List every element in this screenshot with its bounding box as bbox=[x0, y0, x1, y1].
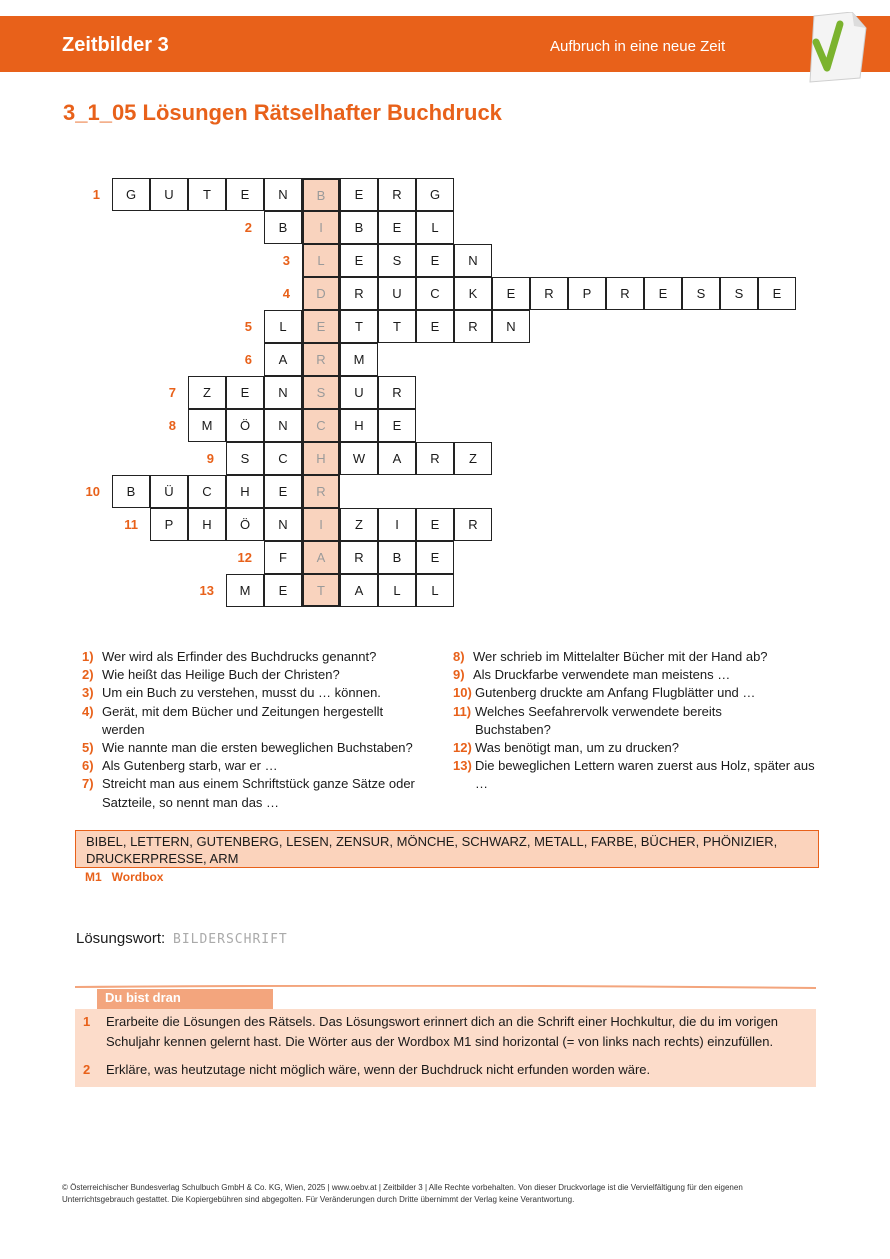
crossword-cell: R bbox=[454, 508, 492, 541]
crossword-number: 11 bbox=[124, 517, 138, 532]
crossword-cell: C bbox=[416, 277, 454, 310]
crossword-cell: E bbox=[378, 409, 416, 442]
crossword-number: 4 bbox=[282, 286, 290, 301]
wordbox-text: BIBEL, LETTERN, GUTENBERG, LESEN, ZENSUR, MÖNCHE, SCHWARZ, METALL, FARBE, BÜCHER, PHÖNIZIER, DRUCKERPRESSE, ARM bbox=[86, 834, 778, 866]
question-item: 12) Was benötigt man, um zu drucken? bbox=[453, 740, 680, 756]
crossword-solution-cell: I bbox=[302, 508, 340, 541]
crossword-solution-cell: C bbox=[302, 409, 340, 442]
question-item: 7) Streicht man aus einem Schriftstück ganze Sätze oder Satzteile, so nennt man das … bbox=[82, 776, 415, 810]
crossword-cell: R bbox=[606, 277, 644, 310]
crossword-cell: E bbox=[340, 178, 378, 211]
crossword-cell: A bbox=[264, 343, 302, 376]
crossword-cell: R bbox=[416, 442, 454, 475]
question-item: 10) Gutenberg druckte am Anfang Flugblätter und … bbox=[453, 685, 756, 701]
page-title: 3_1_05 Lösungen Rätselhafter Buchdruck bbox=[63, 100, 502, 125]
crossword-cell: R bbox=[340, 541, 378, 574]
crossword-number: 2 bbox=[244, 220, 252, 235]
crossword-number: 6 bbox=[244, 352, 252, 367]
crossword-cell: E bbox=[416, 244, 454, 277]
brand-title: Zeitbilder 3 bbox=[62, 34, 169, 56]
crossword-cell: N bbox=[264, 409, 302, 442]
crossword-cell: R bbox=[378, 178, 416, 211]
crossword-number: 7 bbox=[168, 385, 176, 400]
crossword-cell: S bbox=[378, 244, 416, 277]
crossword-number: 10 bbox=[85, 484, 100, 499]
crossword-solution-cell: T bbox=[302, 574, 340, 607]
crossword-cell: N bbox=[264, 508, 302, 541]
crossword-number: 13 bbox=[199, 583, 214, 598]
crossword-cell: M bbox=[188, 409, 226, 442]
crossword-solution-cell: A bbox=[302, 541, 340, 574]
crossword-cell: K bbox=[454, 277, 492, 310]
question-item: 6) Als Gutenberg starb, war er … bbox=[82, 758, 278, 774]
crossword-cell: E bbox=[416, 310, 454, 343]
crossword-solution-cell: I bbox=[302, 211, 340, 244]
crossword-cell: Z bbox=[340, 508, 378, 541]
crossword-cell: B bbox=[112, 475, 150, 508]
crossword-cell: W bbox=[340, 442, 378, 475]
crossword-solution-cell: E bbox=[302, 310, 340, 343]
crossword-cell: E bbox=[226, 178, 264, 211]
crossword-solution-cell: D bbox=[302, 277, 340, 310]
crossword-solution-cell: S bbox=[302, 376, 340, 409]
crossword-cell: E bbox=[644, 277, 682, 310]
crossword-number: 5 bbox=[244, 319, 252, 334]
questions-left bbox=[82, 648, 442, 812]
crossword-cell: H bbox=[340, 409, 378, 442]
crossword-cell: N bbox=[492, 310, 530, 343]
crossword-cell: E bbox=[758, 277, 796, 310]
crossword-cell: H bbox=[226, 475, 264, 508]
crossword-cell: L bbox=[378, 574, 416, 607]
crossword-cell: E bbox=[492, 277, 530, 310]
crossword-cell: E bbox=[264, 475, 302, 508]
crossword-cell: E bbox=[378, 211, 416, 244]
crossword-cell: E bbox=[416, 508, 454, 541]
crossword-cell: S bbox=[720, 277, 758, 310]
crossword-cell: N bbox=[454, 244, 492, 277]
question-item: 11) Welches Seefahrervolk verwendete bereits Buchstaben? bbox=[453, 703, 722, 737]
crossword-cell: M bbox=[340, 343, 378, 376]
wordbox bbox=[75, 830, 819, 868]
crossword-cell: B bbox=[340, 211, 378, 244]
crossword-cell: E bbox=[340, 244, 378, 277]
crossword-cell: C bbox=[188, 475, 226, 508]
crossword-solution-cell: B bbox=[302, 178, 340, 211]
crossword-cell: P bbox=[568, 277, 606, 310]
wordbox-label: M1 Wordbox bbox=[85, 870, 164, 884]
crossword-cell: U bbox=[340, 376, 378, 409]
question-item: 9) Als Druckfarbe verwendete man meistens … bbox=[453, 667, 731, 683]
crossword-cell: Ü bbox=[150, 475, 188, 508]
crossword-cell: M bbox=[226, 574, 264, 607]
crossword-solution-cell: R bbox=[302, 343, 340, 376]
crossword-cell: S bbox=[682, 277, 720, 310]
crossword-cell: N bbox=[264, 178, 302, 211]
question-item: 1) Wer wird als Erfinder des Buchdrucks genannt? bbox=[82, 649, 377, 664]
solution-label: Lösungswort: bbox=[76, 930, 166, 947]
crossword-cell: B bbox=[264, 211, 302, 244]
crossword-cell: S bbox=[226, 442, 264, 475]
crossword-cell: C bbox=[264, 442, 302, 475]
crossword-solution-cell: L bbox=[302, 244, 340, 277]
crossword-cell: F bbox=[264, 541, 302, 574]
question-item: 13) Die beweglichen Lettern waren zuerst aus Holz, später aus … bbox=[453, 758, 815, 792]
question-item: 3) Um ein Buch zu verstehen, musst du … können. bbox=[82, 685, 381, 701]
footer-copyright: © Österreichischer Bundesverlag Schulbuch GmbH & Co. KG, Wien, 2025 | www.oebv.at | Zeitbilder 3 | Alle Rechte vorbehalten. Von dieser Druckvorlage ist die Vervielfältigung für den eigenen Unterrichtsgebrauch gestattet. Die Kopiergebühren sind abgegolten. Für Veränderungen durch Dritte übernimmt der Verlag keine Verantwortung. bbox=[62, 1183, 743, 1204]
task-heading: Du bist dran bbox=[105, 990, 181, 1005]
question-item: 2) Wie heißt das Heilige Buch der Christen? bbox=[82, 667, 340, 683]
crossword-cell: R bbox=[340, 277, 378, 310]
checkmark-paper-icon bbox=[800, 12, 870, 84]
crossword-cell: T bbox=[340, 310, 378, 343]
crossword-number: 8 bbox=[168, 418, 176, 433]
crossword-cell: N bbox=[264, 376, 302, 409]
crossword-cell: U bbox=[150, 178, 188, 211]
crossword-solution-cell: R bbox=[302, 475, 340, 508]
crossword-cell: E bbox=[264, 574, 302, 607]
crossword-cell: B bbox=[378, 541, 416, 574]
crossword-cell: A bbox=[378, 442, 416, 475]
question-item: 5) Wie nannte man die ersten beweglichen Buchstaben? bbox=[82, 740, 413, 756]
crossword-cell: G bbox=[416, 178, 454, 211]
question-item: 8) Wer schrieb im Mittelalter Bücher mit der Hand ab? bbox=[453, 649, 768, 664]
crossword-cell: E bbox=[416, 541, 454, 574]
crossword-cell: Z bbox=[188, 376, 226, 409]
crossword-cell: H bbox=[188, 508, 226, 541]
question-item: 4) Gerät, mit dem Bücher und Zeitungen hergestellt werden bbox=[82, 703, 384, 737]
crossword-cell: T bbox=[378, 310, 416, 343]
crossword-cell: Z bbox=[454, 442, 492, 475]
crossword-number: 12 bbox=[237, 550, 252, 565]
crossword-cell: E bbox=[226, 376, 264, 409]
solution-word: BILDERSCHRIFT bbox=[173, 932, 288, 947]
crossword-cell: Ö bbox=[226, 409, 264, 442]
crossword-cell: I bbox=[378, 508, 416, 541]
crossword-cell: L bbox=[264, 310, 302, 343]
crossword-number: 9 bbox=[206, 451, 214, 466]
crossword-cell: L bbox=[416, 211, 454, 244]
crossword-cell: R bbox=[378, 376, 416, 409]
crossword-solution-cell: H bbox=[302, 442, 340, 475]
crossword-cell: P bbox=[150, 508, 188, 541]
crossword-cell: T bbox=[188, 178, 226, 211]
crossword-cell: G bbox=[112, 178, 150, 211]
questions-right bbox=[453, 648, 813, 794]
header-bar bbox=[0, 16, 890, 72]
crossword-cell: A bbox=[340, 574, 378, 607]
task-body: 1 Erarbeite die Lösungen des Rätsels. Das Lösungswort erinnert dich an die Schrift einer Hochkultur, die du im vorigen Schuljahr kennen gelernt hast. Die Wörter aus der Wordbox M1 sind horizontal (= von links nach rechts) einzufüllen. 2 Erkläre, was heutzutage nicht möglich wäre, wenn der Buchdruck nicht erfunden worden wäre. bbox=[75, 1009, 816, 1087]
crossword-number: 3 bbox=[282, 253, 290, 268]
crossword-cell: R bbox=[530, 277, 568, 310]
crossword-cell: L bbox=[416, 574, 454, 607]
crossword-cell: R bbox=[454, 310, 492, 343]
crossword-cell: U bbox=[378, 277, 416, 310]
task-box bbox=[75, 985, 816, 1087]
crossword-cell: Ö bbox=[226, 508, 264, 541]
crossword-number: 1 bbox=[92, 187, 100, 202]
header-subtitle: Aufbruch in eine neue Zeit bbox=[550, 38, 726, 55]
